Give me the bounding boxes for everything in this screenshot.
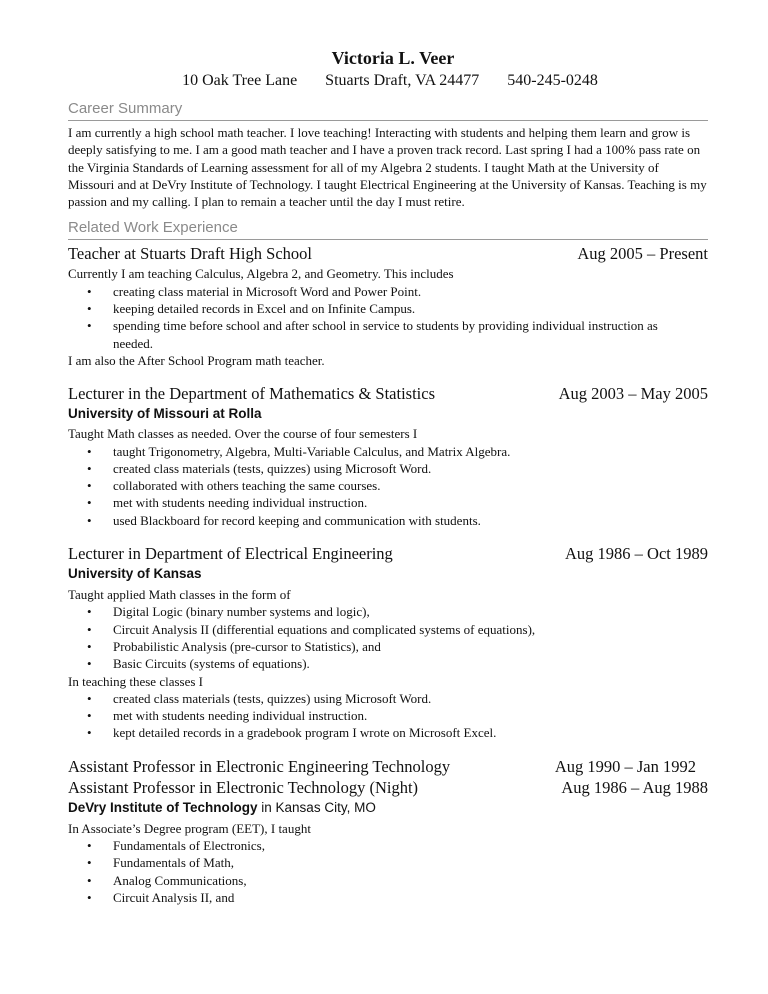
job-title: Assistant Professor in Electronic Technology (Night)	[68, 777, 419, 797]
street-address: 10 Oak Tree Lane	[182, 72, 298, 89]
job-title: Teacher at Stuarts Draft High School	[68, 244, 312, 264]
job-outro: I am also the After School Program math teacher.	[68, 352, 325, 368]
employer-name: DeVry Institute of Technology	[68, 799, 258, 815]
job-missouri	[68, 383, 708, 529]
phone-number: 540-245-0248	[507, 72, 598, 89]
contact-line	[72, 70, 708, 92]
job-stuarts-draft	[68, 243, 708, 369]
job-title-row	[68, 243, 708, 264]
city-state-zip: Stuarts Draft, VA 24477	[325, 72, 480, 89]
job-bullet-list	[68, 690, 708, 742]
job-title-row	[68, 756, 708, 777]
job-intro: Currently I am teaching Calculus, Algebra 2, and Geometry. This includes	[68, 266, 454, 282]
list-item: • met with students needing individual instruction.	[68, 707, 708, 724]
list-item: • used Blackboard for record keeping and communication with students.	[68, 512, 708, 529]
list-item: • Circuit Analysis II, and	[68, 889, 708, 906]
list-item: • keeping detailed records in Excel and on Infinite Campus.	[68, 300, 708, 317]
employer-city: in Kansas City, MO	[257, 799, 376, 815]
job-intro-secondary: In teaching these classes I	[68, 673, 204, 689]
job-bullet-list	[68, 283, 708, 352]
job-bullet-list	[68, 443, 708, 529]
job-intro: In Associate’s Degree program (EET), I taught	[68, 820, 311, 836]
list-item: • Fundamentals of Electronics,	[68, 837, 708, 854]
list-item: • creating class material in Microsoft Word and Power Point.	[68, 283, 708, 300]
list-item: • Fundamentals of Math,	[68, 854, 708, 871]
job-title: Lecturer in the Department of Mathematics & Statistics	[68, 384, 436, 404]
employer-name: University of Missouri at Rolla	[68, 406, 262, 422]
list-item: • spending time before school and after school in service to students by providing individual instruction as needed.	[68, 317, 673, 352]
job-dates: Aug 2005 – Present	[577, 244, 708, 264]
job-title: Assistant Professor in Electronic Engineering Technology	[68, 756, 451, 776]
list-item: • Digital Logic (binary number systems and logic),	[68, 603, 708, 620]
job-kansas	[68, 543, 708, 742]
list-item: • Basic Circuits (systems of equations).	[68, 655, 708, 672]
job-title-row	[68, 383, 708, 404]
resume-page	[68, 46, 708, 906]
job-title-row-secondary	[68, 777, 708, 798]
job-bullet-list	[68, 603, 708, 672]
list-item: • kept detailed records in a gradebook program I wrote on Microsoft Excel.	[68, 724, 708, 741]
job-bullet-list	[68, 837, 708, 906]
applicant-name: Victoria L. Veer	[331, 48, 455, 68]
list-item: • Analog Communications,	[68, 872, 708, 889]
job-dates: Aug 1990 – Jan 1992	[554, 756, 696, 776]
career-summary-heading: Career Summary	[68, 99, 708, 121]
list-item: • created class materials (tests, quizzes) using Microsoft Word.	[68, 690, 708, 707]
job-dates: Aug 2003 – May 2005	[558, 384, 708, 404]
job-title: Lecturer in Department of Electrical Engineering	[68, 544, 393, 564]
job-intro: Taught Math classes as needed. Over the course of four semesters I	[68, 426, 418, 442]
employer-name: University of Kansas	[68, 566, 202, 582]
job-devry	[68, 756, 708, 906]
career-summary-text: I am currently a high school math teacher. I love teaching! Interacting with students and helping them learn and grow is deeply satisfying to me. I am a good math teacher and I have a proven track record. Last spring I had a 100% pass rate on the Virginia Standards of Learning assessment for all of my Algebra 2 students. I taught Math at the University of Missouri and at DeVry Institute of Technology. I taught Electrical Engineering at the University of Kansas. Teaching is my passion and my calling. I plan to remain a teacher until the day I must retire.	[68, 125, 707, 210]
job-intro: Taught applied Math classes in the form of	[68, 587, 291, 603]
list-item: • Probabilistic Analysis (pre-cursor to Statistics), and	[68, 638, 708, 655]
list-item: • created class materials (tests, quizzes) using Microsoft Word.	[68, 460, 708, 477]
work-experience-heading: Related Work Experience	[68, 218, 708, 240]
list-item: • collaborated with others teaching the same courses.	[68, 477, 708, 494]
list-item: • taught Trigonometry, Algebra, Multi-Variable Calculus, and Matrix Algebra.	[68, 443, 708, 460]
job-dates: Aug 1986 – Oct 1989	[565, 544, 708, 564]
job-dates: Aug 1986 – Aug 1988	[561, 777, 708, 797]
list-item: • Circuit Analysis II (differential equations and complicated systems of equations),	[68, 621, 708, 638]
list-item: • met with students needing individual instruction.	[68, 494, 708, 511]
job-title-row	[68, 543, 708, 564]
employer-line	[68, 798, 708, 818]
